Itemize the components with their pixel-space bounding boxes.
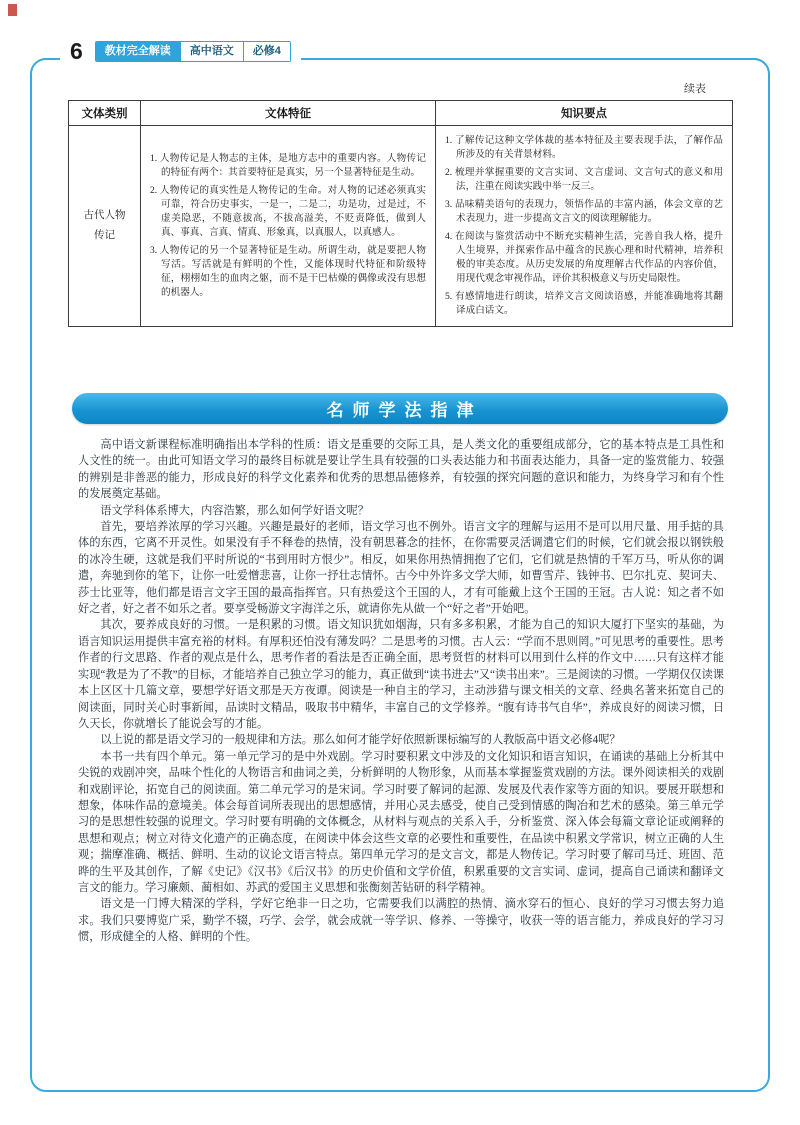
article-paragraph: 语文是一门博大精深的学科，学好它绝非一日之功，它需要我们以满腔的热情、滴水穿石的恒心、良好的学习习惯去努力追求。我们只要博览广采，勤学不辍，巧学、会学，就会成就一等学识、修养、一等操守，收获一等的语言能力，养成良好的学习习惯，形成健全的人格、鲜明的个性。 — [78, 898, 724, 944]
table-continued-label: 续表 — [684, 83, 706, 95]
column-header-category: 文体类别 — [69, 101, 141, 126]
genre-summary-table — [68, 100, 733, 327]
page-number: 6 — [70, 38, 83, 64]
article-paragraph: 本书一共有四个单元。第一单元学习的是中外戏剧。学习时要积累文中涉及的文化知识和语言知识，在诵读的基础上分析其中尖锐的戏剧冲突，品味个性化的人物语言和曲词之美，分析鲜明的人物形象，从而基本掌握鉴赏戏剧的方法。课外阅读相关的戏剧和戏剧评论，拓宽自己的阅读面。第二单元学习的是宋词。学习时要了解词的起源、发展及代表作家等方面的知识。要展开联想和想象，体味作品的意境美。体会每首词所表现出的思想感情，并用心灵去感受，使自己受到情感的陶冶和艺术的感染。第三单元学习的是思想性较强的说理文。学习时要有明确的文体概念，从材料与观点的关系入手，分析鉴赏、深入体会每篇文章论证或阐释的思想和观点；树立对待文化遗产的正确态度，在阅读中体会这些文章的必要性和重要性，在品读中积累文学常识，树立正确的人生观；揣摩准确、概括、鲜明、生动的议论文语言特点。第四单元学习的是文言文，都是人物传记。学习时要了解司马迁、班固、范晔的生平及其创作，了解《史记》《汉书》《后汉书》的历史价值和文学价值，积累重要的文言实词、虚词，提高自己诵读和翻译文言文的能力。学习廉颇、蔺相如、苏武的爱国主义思想和张衡刻苦钻研的科学精神。 — [78, 750, 724, 894]
section-banner-title: 名师学法指津 — [326, 401, 483, 420]
point-item: 3. 品味精美语句的表现力，领悟作品的丰富内涵，体会文章的艺术表现力，进一步提高文言文的阅读理解能力。 — [445, 199, 723, 224]
article-paragraph: 语文学科体系博大，内容浩繁，那么如何学好语文呢？ — [100, 504, 369, 517]
section-banner — [72, 393, 728, 424]
page-header — [60, 40, 301, 65]
study-guide-article — [78, 437, 724, 946]
article-paragraph: 高中语文新课程标准明确指出本学科的性质：语文是重要的交际工具，是人类文化的重要组成部分，它的基本特点是工具性和人文性的统一。由此可知语文学习的最终目标就是要让学生具有较强的口头表达能力和书面表达能力，具备一定的鉴赏能力、较强的辨别是非善恶的能力，形成良好的科学文化素养和优秀的思想品德修养，有较强的探究问题的意识和能力，为终身学习和有个性的发展奠定基础。 — [78, 439, 724, 501]
print-corner-mark — [8, 4, 17, 16]
feature-item: 2. 人物传记的真实性是人物传记的生命。对人物的记述必须真实可靠，符合历史事实，一是一，二是二，功是功，过是过，不虚美隐恶，不随意拔高，不拔高溢美，不贬责降低，做到人真、事真、言真、情真、形象真，以真服人，以真感人。 — [150, 185, 426, 238]
point-item: 4. 在阅读与鉴赏活动中不断充实精神生活，完善自我人格，提升人生境界，并探索作品中蕴含的民族心理和时代精神，培养积极的审美态度。从历史发展的角度理解古代作品的内容价值，用现代观念审视作品，评价其积极意义与历史局限性。 — [445, 231, 723, 284]
point-item: 5. 有感情地进行朗读，培养文言文阅读语感，并能准确地将其翻译成白话文。 — [445, 291, 723, 316]
features-cell — [141, 126, 436, 327]
table-row — [69, 126, 733, 327]
feature-item: 3. 人物传记的另一个显著特征是生动。所谓生动，就是要把人物写活。写活就是有鲜明的个性，又能体现时代特征和阶级特征，栩栩如生的血肉之躯，而不是干巴枯燥的偶像或没有思想的机器人。 — [150, 245, 426, 298]
article-paragraph: 以上说的都是语文学习的一般规律和方法。那么如何才能学好依照新课标编写的人教版高中语文必修4呢？ — [100, 734, 621, 747]
category-cell — [69, 126, 141, 327]
column-header-features: 文体特征 — [141, 101, 436, 126]
volume-label: 必修4 — [243, 42, 290, 61]
category-line: 古代人物 — [83, 210, 126, 222]
feature-item: 1. 人物传记是人物志的主体，是地方志中的重要内容。人物传记的特征有两个：其首要特征是真实，另一个显著特征是生动。 — [150, 153, 426, 178]
article-paragraph: 首先，要培养浓厚的学习兴趣。兴趣是最好的老师，语文学习也不例外。语言文字的理解与运用不是可以用尺量、用手掂的具体的东西，它离不开灵性。如果没有手不释卷的热情，没有朝思暮念的挂怀，在你需要灵活调遣它们的时候，它们就会报以钢铁般的冰冷生硬，这就是我们平时所说的“书到用时方恨少”。相反，如果你用热情拥抱了它们，它们就是热情的千军万马，听从你的调遣，奔驰到你的笔下，让你一吐爱憎悲喜，让你一抒壮志情怀。古今中外许多文学大师，如曹雪芹、钱钟书、巴尔扎克、契诃夫、莎士比亚等，他们都是语言文字王国的最高指挥官。只有热爱这个王国的人，才有可能戴上这个王国的王冠。古人说：知之者不如好之者，好之者不如乐之者。要享受畅游文字海洋之乐，就请你先从做一个“好之者”开始吧。 — [78, 521, 724, 616]
point-item: 2. 梳理并掌握重要的文言实词、文言虚词、文言句式的意义和用法，注重在阅读实践中举一反三。 — [445, 167, 723, 192]
point-item: 1. 了解传记这种文学体裁的基本特征及主要表现手法，了解作品所涉及的有关背景材料。 — [445, 135, 723, 160]
series-badge — [95, 41, 291, 62]
subject-label: 高中语文 — [180, 42, 243, 61]
knowledge-points-cell — [436, 126, 733, 327]
article-paragraph: 其次，要养成良好的习惯。一是积累的习惯。语文知识犹如烟海，只有多多积累，才能为自己的知识大厦打下坚实的基础，为语言知识运用提供丰富充裕的材料。有厚积还怕没有薄发吗？二是思考的习惯。古人云：“学而不思则罔。”可见思考的重要性。思考作者的行文思路、作者的观点是什么，思考作者的看法是否正确全面，思考贤哲的材料可以用到什么样的作文中……只有这样才能实现“教是为了不教”的目标，才能培养自己独立学习的能力，真正做到“读书进去”又“读书出来”。三是阅读的习惯。一学期仅仅读课本上区区十几篇文章，要想学好语文那是天方夜谭。阅读是一种自主的学习，主动涉猎与课文相关的文章、经典名著来拓宽自己的阅读面，同时关心时事新闻，品读时文精品，吸取书中精华，丰富自己的文学修养。“腹有诗书气自华”，养成良好的阅读习惯，日久天长，你就增长了能说会写的才能。 — [78, 619, 724, 730]
table-header-row — [69, 101, 733, 126]
category-line: 传记 — [94, 230, 115, 241]
column-header-points: 知识要点 — [436, 101, 733, 126]
series-title: 教材完全解读 — [96, 42, 180, 61]
